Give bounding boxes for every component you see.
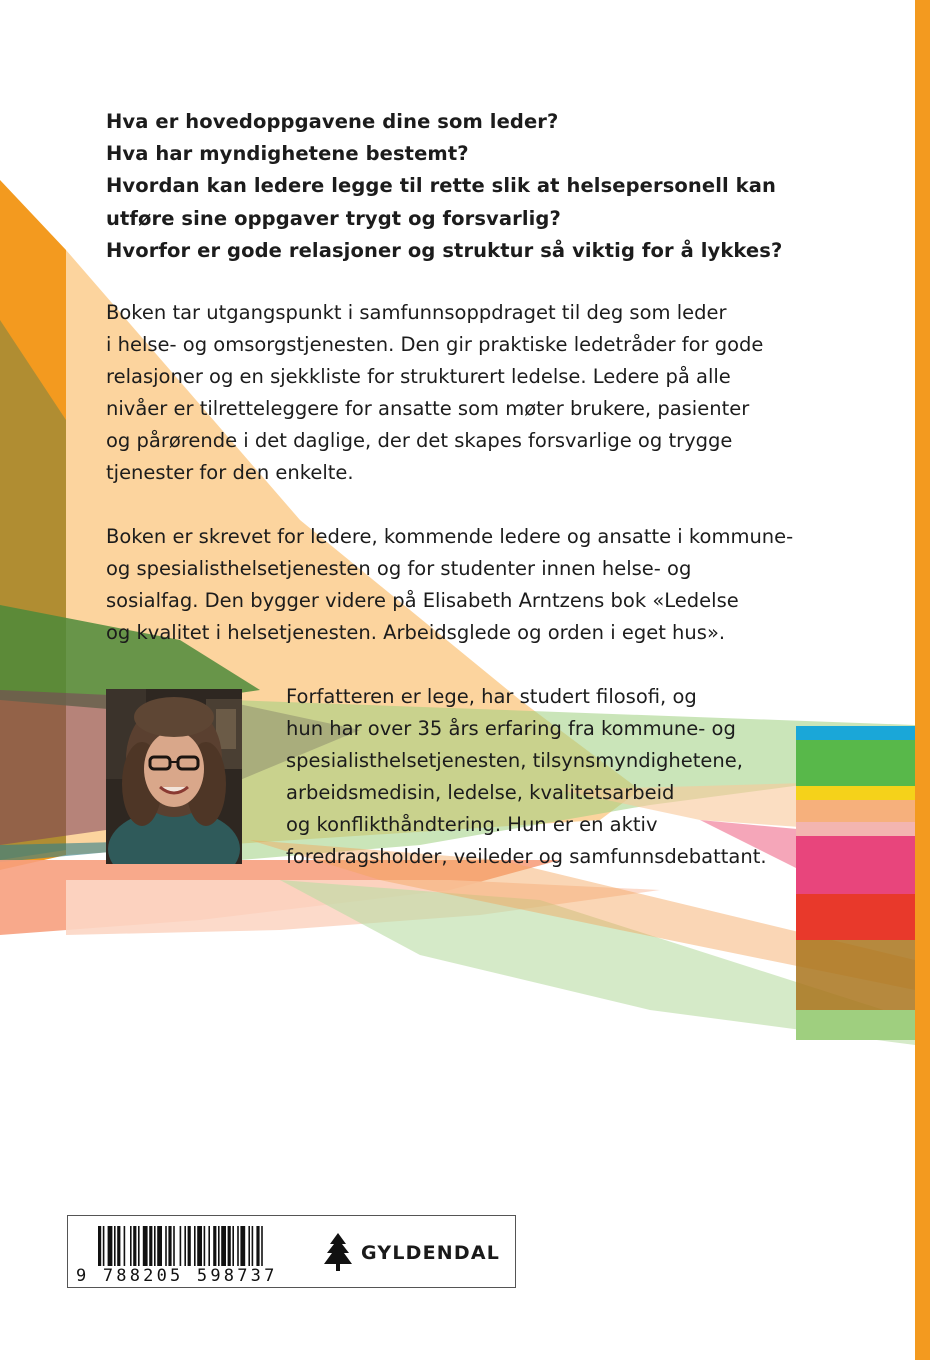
paragraph-line: Boken tar utgangspunkt i samfunnsoppdraget til deg som leder — [106, 301, 727, 324]
paragraph-line: Boken er skrevet for ledere, kommende ledere og ansatte i kommune- — [106, 525, 794, 548]
barcode-bar — [130, 1226, 132, 1266]
bio-line: Forfatteren er lege, har studert filosofi, og — [286, 685, 697, 708]
paragraph-line: sosialfag. Den bygger videre på Elisabeth Arntzens bok «Ledelse — [106, 589, 739, 613]
barcode-bar — [114, 1226, 116, 1266]
barcode-bar — [124, 1226, 126, 1266]
barcode-bar — [232, 1226, 234, 1266]
question-line: Hvorfor er gode relasjoner og struktur så viktig for å lykkes? — [106, 238, 783, 262]
paragraph-line: i helse- og omsorgstjenesten. Den gir praktiske ledetråder for gode — [106, 333, 764, 357]
publisher-logo — [323, 1232, 508, 1272]
question-line: Hvordan kan ledere legge til rette slik at helsepersonell kan — [106, 174, 776, 198]
barcode-bar — [194, 1226, 196, 1266]
question-line: Hva har myndighetene bestemt? — [106, 142, 469, 166]
barcode-bar — [184, 1226, 186, 1266]
barcode-bar — [180, 1226, 182, 1266]
question-line: Hva er hovedoppgavene dine som leder? — [106, 110, 559, 133]
bio-line: og konflikthåndtering. Hun er en aktiv — [286, 813, 658, 837]
paragraph-line: og kvalitet i helsetjenesten. Arbeidsglede og orden i eget hus». — [106, 621, 726, 645]
barcode-bar — [218, 1226, 220, 1266]
author-bio — [286, 681, 766, 874]
barcode-bar — [197, 1226, 202, 1266]
question-line: utføre sine oppgaver trygt og forsvarlig? — [106, 206, 561, 230]
paragraph-line: nivåer er tilretteleggere for ansatte som møter brukere, pasienter — [106, 397, 750, 421]
description-paragraph-2 — [106, 521, 794, 649]
barcode-bar — [248, 1226, 250, 1266]
barcode-panel — [67, 1215, 516, 1288]
bio-line: foredragsholder, veileder og samfunnsdebattant. — [286, 845, 767, 869]
barcode-bar — [149, 1226, 152, 1266]
barcode-bar — [208, 1226, 210, 1266]
barcode-bar — [173, 1226, 175, 1266]
publisher-name: GYLDENDAL — [361, 1242, 501, 1264]
barcode-bar — [157, 1226, 162, 1266]
bio-line: arbeidsmedisin, ledelse, kvalitetsarbeid — [286, 781, 675, 805]
barcode-bar — [261, 1226, 263, 1266]
tree-icon — [323, 1232, 353, 1272]
barcode-bar — [98, 1226, 101, 1266]
barcode-bar — [133, 1226, 136, 1266]
barcode-bar — [168, 1226, 171, 1266]
barcode-bar — [188, 1226, 191, 1266]
paragraph-line: og pårørende i det daglige, der det skapes forsvarlige og trygge — [106, 429, 733, 453]
barcode-bar — [165, 1226, 167, 1266]
paragraph-line: og spesialisthelsetjenesten og for studenter innen helse- og — [106, 557, 692, 581]
bio-line: hun har over 35 års erfaring fra kommune- og — [286, 717, 736, 741]
bio-line: spesialisthelsetjenesten, tilsynsmyndighetene, — [286, 749, 743, 773]
barcode-bar — [138, 1226, 140, 1266]
description-paragraph-1 — [106, 297, 786, 490]
barcode-bar — [108, 1226, 113, 1266]
barcode-bar — [117, 1226, 120, 1266]
barcode-bar — [237, 1226, 239, 1266]
paragraph-line: tjenester for den enkelte. — [106, 461, 354, 485]
barcode-bar — [103, 1226, 105, 1266]
author-photo — [106, 689, 242, 864]
barcode-bar — [204, 1226, 206, 1266]
paragraph-line: relasjoner og en sjekkliste for strukturert ledelse. Ledere på alle — [106, 365, 731, 389]
barcode-bar — [143, 1226, 148, 1266]
barcode-bar — [252, 1226, 254, 1266]
barcode-bar — [154, 1226, 156, 1266]
isbn-number: 9 788205 598737 — [76, 1266, 278, 1286]
barcode-bar — [256, 1226, 259, 1266]
lead-questions — [106, 106, 806, 267]
barcode-bar — [228, 1226, 231, 1266]
barcode-bar — [221, 1226, 226, 1266]
barcode-bar — [240, 1226, 245, 1266]
barcode-bar — [213, 1226, 216, 1266]
